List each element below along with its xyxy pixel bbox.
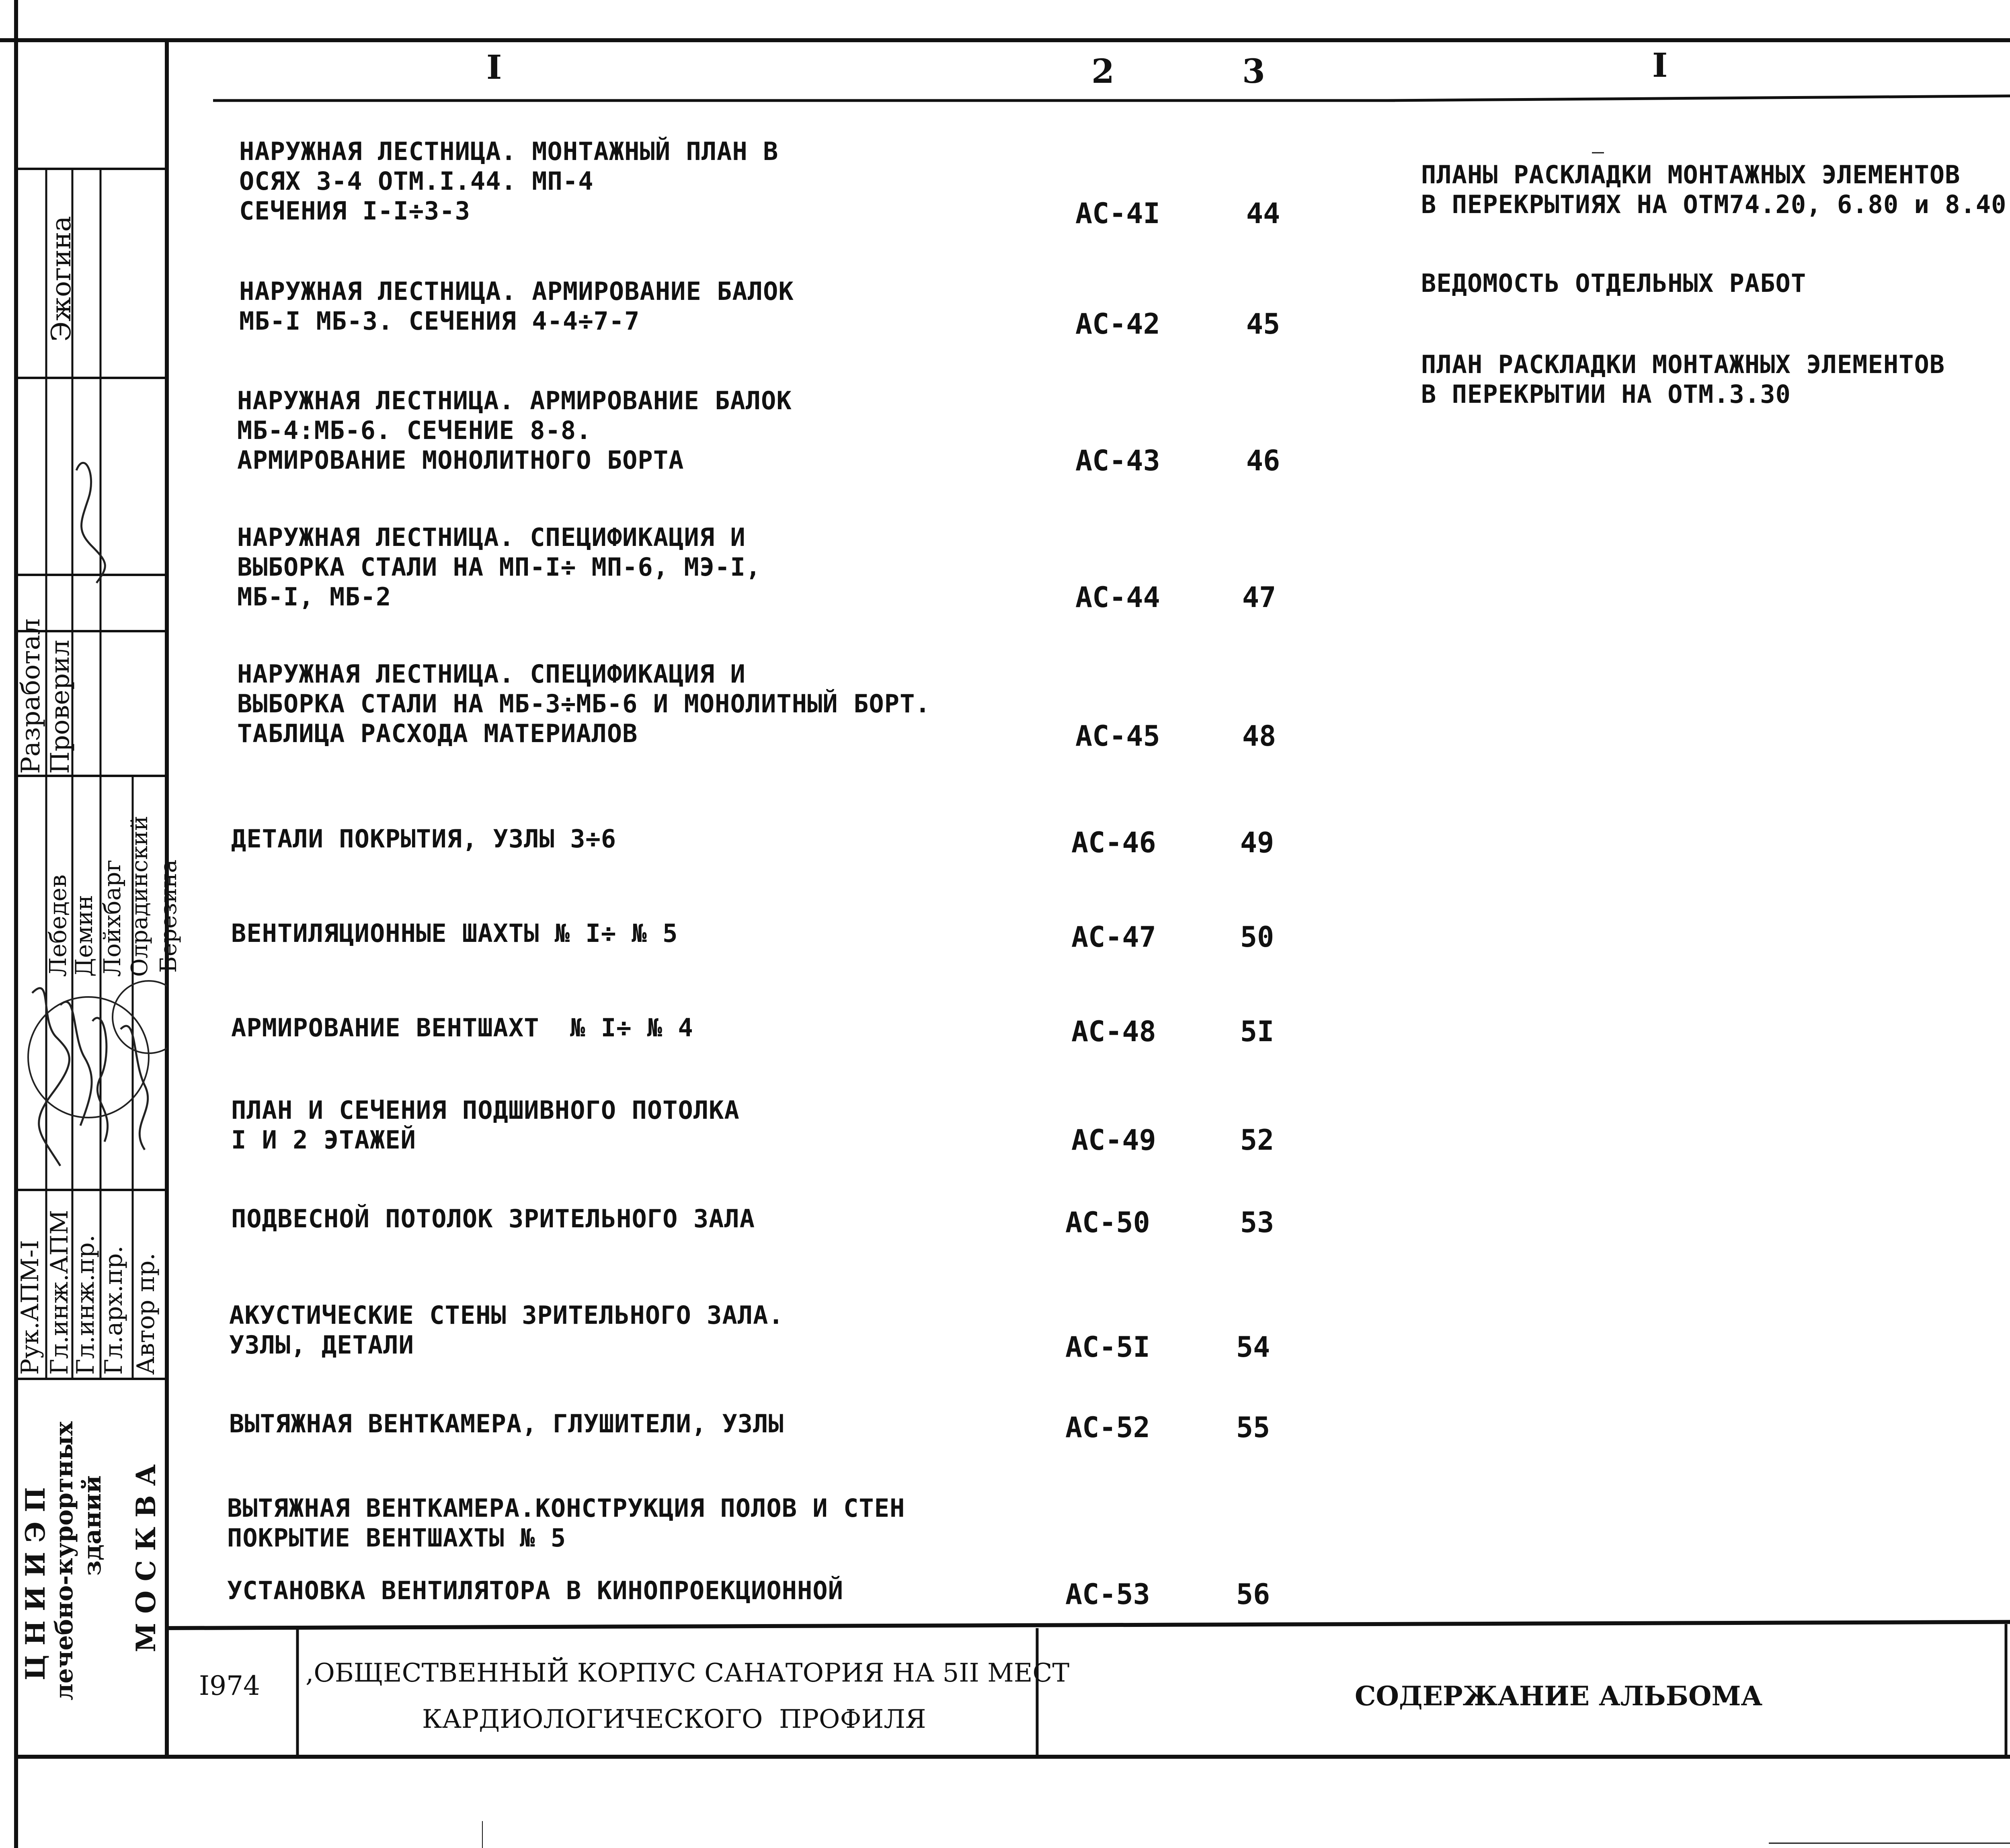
left-row-5-page: 48 [1242, 720, 1276, 753]
side-name-2: Демин [70, 895, 98, 977]
stamp-year: I974 [199, 1670, 260, 1701]
left-row-14-title: УСТАНОВКА ВЕНТИЛЯТОРА В КИНОПРОЕКЦИОННОЙ [227, 1576, 844, 1605]
left-row-7-code: АС-47 [1071, 921, 1156, 954]
left-row-12-code: АС-52 [1065, 1411, 1150, 1444]
left-row-12-page: 55 [1236, 1411, 1270, 1444]
side-dev-label-2: Проверил [45, 640, 75, 774]
side-org-line-1: Ц Н И И Э П [20, 1487, 51, 1680]
stamp-project-title-line1: ,ОБЩЕСТВЕННЫЙ КОРПУС САНАТОРИЯ НА 5II МЕСТ [306, 1658, 1070, 1688]
side-role-5: Автор пр. [132, 1253, 160, 1375]
left-row-9-code: АС-49 [1071, 1124, 1156, 1157]
left-row-9-title: ПЛАН И СЕЧЕНИЯ ПОДШИВНОГО ПОТОЛКА I И 2 ЭТАЖЕЙ [231, 1095, 740, 1155]
left-row-5-code: АС-45 [1075, 720, 1160, 753]
side-role-4: Гл.арх.пр. [100, 1245, 128, 1375]
left-row-11-page: 54 [1236, 1331, 1270, 1364]
side-org-line-4: М О С К В А [130, 1464, 162, 1652]
side-role-2: Гл.инж.АПМ [45, 1210, 74, 1375]
left-row-3-page: 46 [1246, 444, 1280, 477]
left-row-8-title: АРМИРОВАНИЕ ВЕНТШАХТ № I÷ № 4 [231, 1013, 693, 1042]
signatures-drawing [16, 378, 167, 1379]
left-row-8-code: АС-48 [1071, 1015, 1156, 1048]
side-name-4: Олрадинский [127, 816, 153, 977]
header-col1-left: I [486, 48, 502, 87]
side-org-line-3: зданий [78, 1475, 107, 1576]
left-row-8-page: 5I [1240, 1015, 1274, 1048]
side-role-3: Гл.инж.пр. [72, 1235, 100, 1375]
right-row-1-title: ПЛАНЫ РАСКЛАДКИ МОНТАЖНЫХ ЭЛЕМЕНТОВ В ПЕРЕКРЫТИЯХ НА ОТМ74.20, 6.80 и 8.40 [1421, 160, 2007, 219]
left-row-14-code: АС-53 [1065, 1578, 1150, 1611]
left-row-5-title: НАРУЖНАЯ ЛЕСТНИЦА. СПЕЦИФИКАЦИЯ И ВЫБОРКА СТАЛИ НА МБ-3÷МБ-6 И МОНОЛИТНЫЙ БОРТ. ТАБЛИЦА РАСХОДА МАТЕРИАЛОВ [237, 659, 931, 748]
left-row-11-code: АС-5I [1065, 1331, 1150, 1364]
left-row-13-title: ВЫТЯЖНАЯ ВЕНТКАМЕРА.КОНСТРУКЦИЯ ПОЛОВ И СТЕН ПОКРЫТИЕ ВЕНТШАХТЫ № 5 [227, 1493, 905, 1553]
left-row-3-title: НАРУЖНАЯ ЛЕСТНИЦА. АРМИРОВАНИЕ БАЛОК МБ-4:МБ-6. СЕЧЕНИЕ 8-8. АРМИРОВАНИЕ МОНОЛИТНОГО БОРТА [237, 386, 792, 475]
left-row-12-title: ВЫТЯЖНАЯ ВЕНТКАМЕРА, ГЛУШИТЕЛИ, УЗЛЫ [229, 1409, 784, 1438]
right-row-2-title: ВЕДОМОСТЬ ОТДЕЛЬНЫХ РАБОТ [1421, 269, 1807, 298]
right-row-3-title: ПЛАН РАСКЛАДКИ МОНТАЖНЫХ ЭЛЕМЕНТОВ В ПЕРЕКРЫТИИ НА ОТМ.3.30 [1421, 350, 1945, 409]
left-row-6-title: ДЕТАЛИ ПОКРЫТИЯ, УЗЛЫ 3÷6 [231, 824, 617, 853]
side-dev-name-1: Эжогина [46, 216, 77, 342]
left-row-1-page: 44 [1246, 197, 1280, 230]
left-row-2-title: НАРУЖНАЯ ЛЕСТНИЦА. АРМИРОВАНИЕ БАЛОК МБ-I МБ-3. СЕЧЕНИЯ 4-4÷7-7 [239, 277, 794, 336]
header-col1-right: I [1652, 46, 1668, 85]
stamp-project-title-line2: КАРДИОЛОГИЧЕСКОГО ПРОФИЛЯ [422, 1704, 926, 1734]
side-name-3: Лойхбарг [98, 859, 126, 977]
side-dev-label-1: Разработал [16, 618, 46, 774]
header-col3-left: 3 [1242, 52, 1265, 91]
left-row-9-page: 52 [1240, 1124, 1274, 1157]
left-row-1-title: НАРУЖНАЯ ЛЕСТНИЦА. МОНТАЖНЫЙ ПЛАН В ОСЯХ 3-4 ОТМ.I.44. МП-4 СЕЧЕНИЯ I-I÷3-3 [239, 137, 779, 226]
left-row-7-title: ВЕНТИЛЯЦИОННЫЕ ШАХТЫ № I÷ № 5 [231, 919, 678, 948]
side-org-line-2: лечебно-курортных [50, 1421, 78, 1700]
left-row-4-title: НАРУЖНАЯ ЛЕСТНИЦА. СПЕЦИФИКАЦИЯ И ВЫБОРКА СТАЛИ НА МП-I÷ МП-6, МЭ-I, МБ-I, МБ-2 [237, 523, 761, 611]
left-row-4-page: 47 [1242, 581, 1276, 614]
left-row-3-code: АС-43 [1075, 444, 1160, 477]
stamp-sheet-title: СОДЕРЖАНИЕ АЛЬБОМА [1355, 1680, 1763, 1712]
side-name-1: Лебедев [44, 874, 72, 977]
left-row-7-page: 50 [1240, 921, 1274, 954]
left-row-6-page: 49 [1240, 826, 1274, 859]
header-col2-left: 2 [1091, 52, 1115, 91]
left-row-1-code: АС-4I [1075, 197, 1160, 230]
left-row-10-code: АС-50 [1065, 1206, 1150, 1239]
left-row-14-page: 56 [1236, 1578, 1270, 1611]
left-row-6-code: АС-46 [1071, 826, 1156, 859]
left-row-4-code: АС-44 [1075, 581, 1160, 614]
left-row-10-page: 53 [1240, 1206, 1274, 1239]
side-role-1: Рук.АПМ-I [16, 1240, 44, 1375]
left-row-10-title: ПОДВЕСНОЙ ПОТОЛОК ЗРИТЕЛЬНОГО ЗАЛА [231, 1204, 755, 1233]
left-row-11-title: АКУСТИЧЕСКИЕ СТЕНЫ ЗРИТЕЛЬНОГО ЗАЛА. УЗЛЫ, ДЕТАЛИ [229, 1300, 784, 1360]
left-row-2-code: АС-42 [1075, 308, 1160, 340]
side-name-5: Березина [156, 859, 182, 973]
left-row-2-page: 45 [1246, 308, 1280, 340]
